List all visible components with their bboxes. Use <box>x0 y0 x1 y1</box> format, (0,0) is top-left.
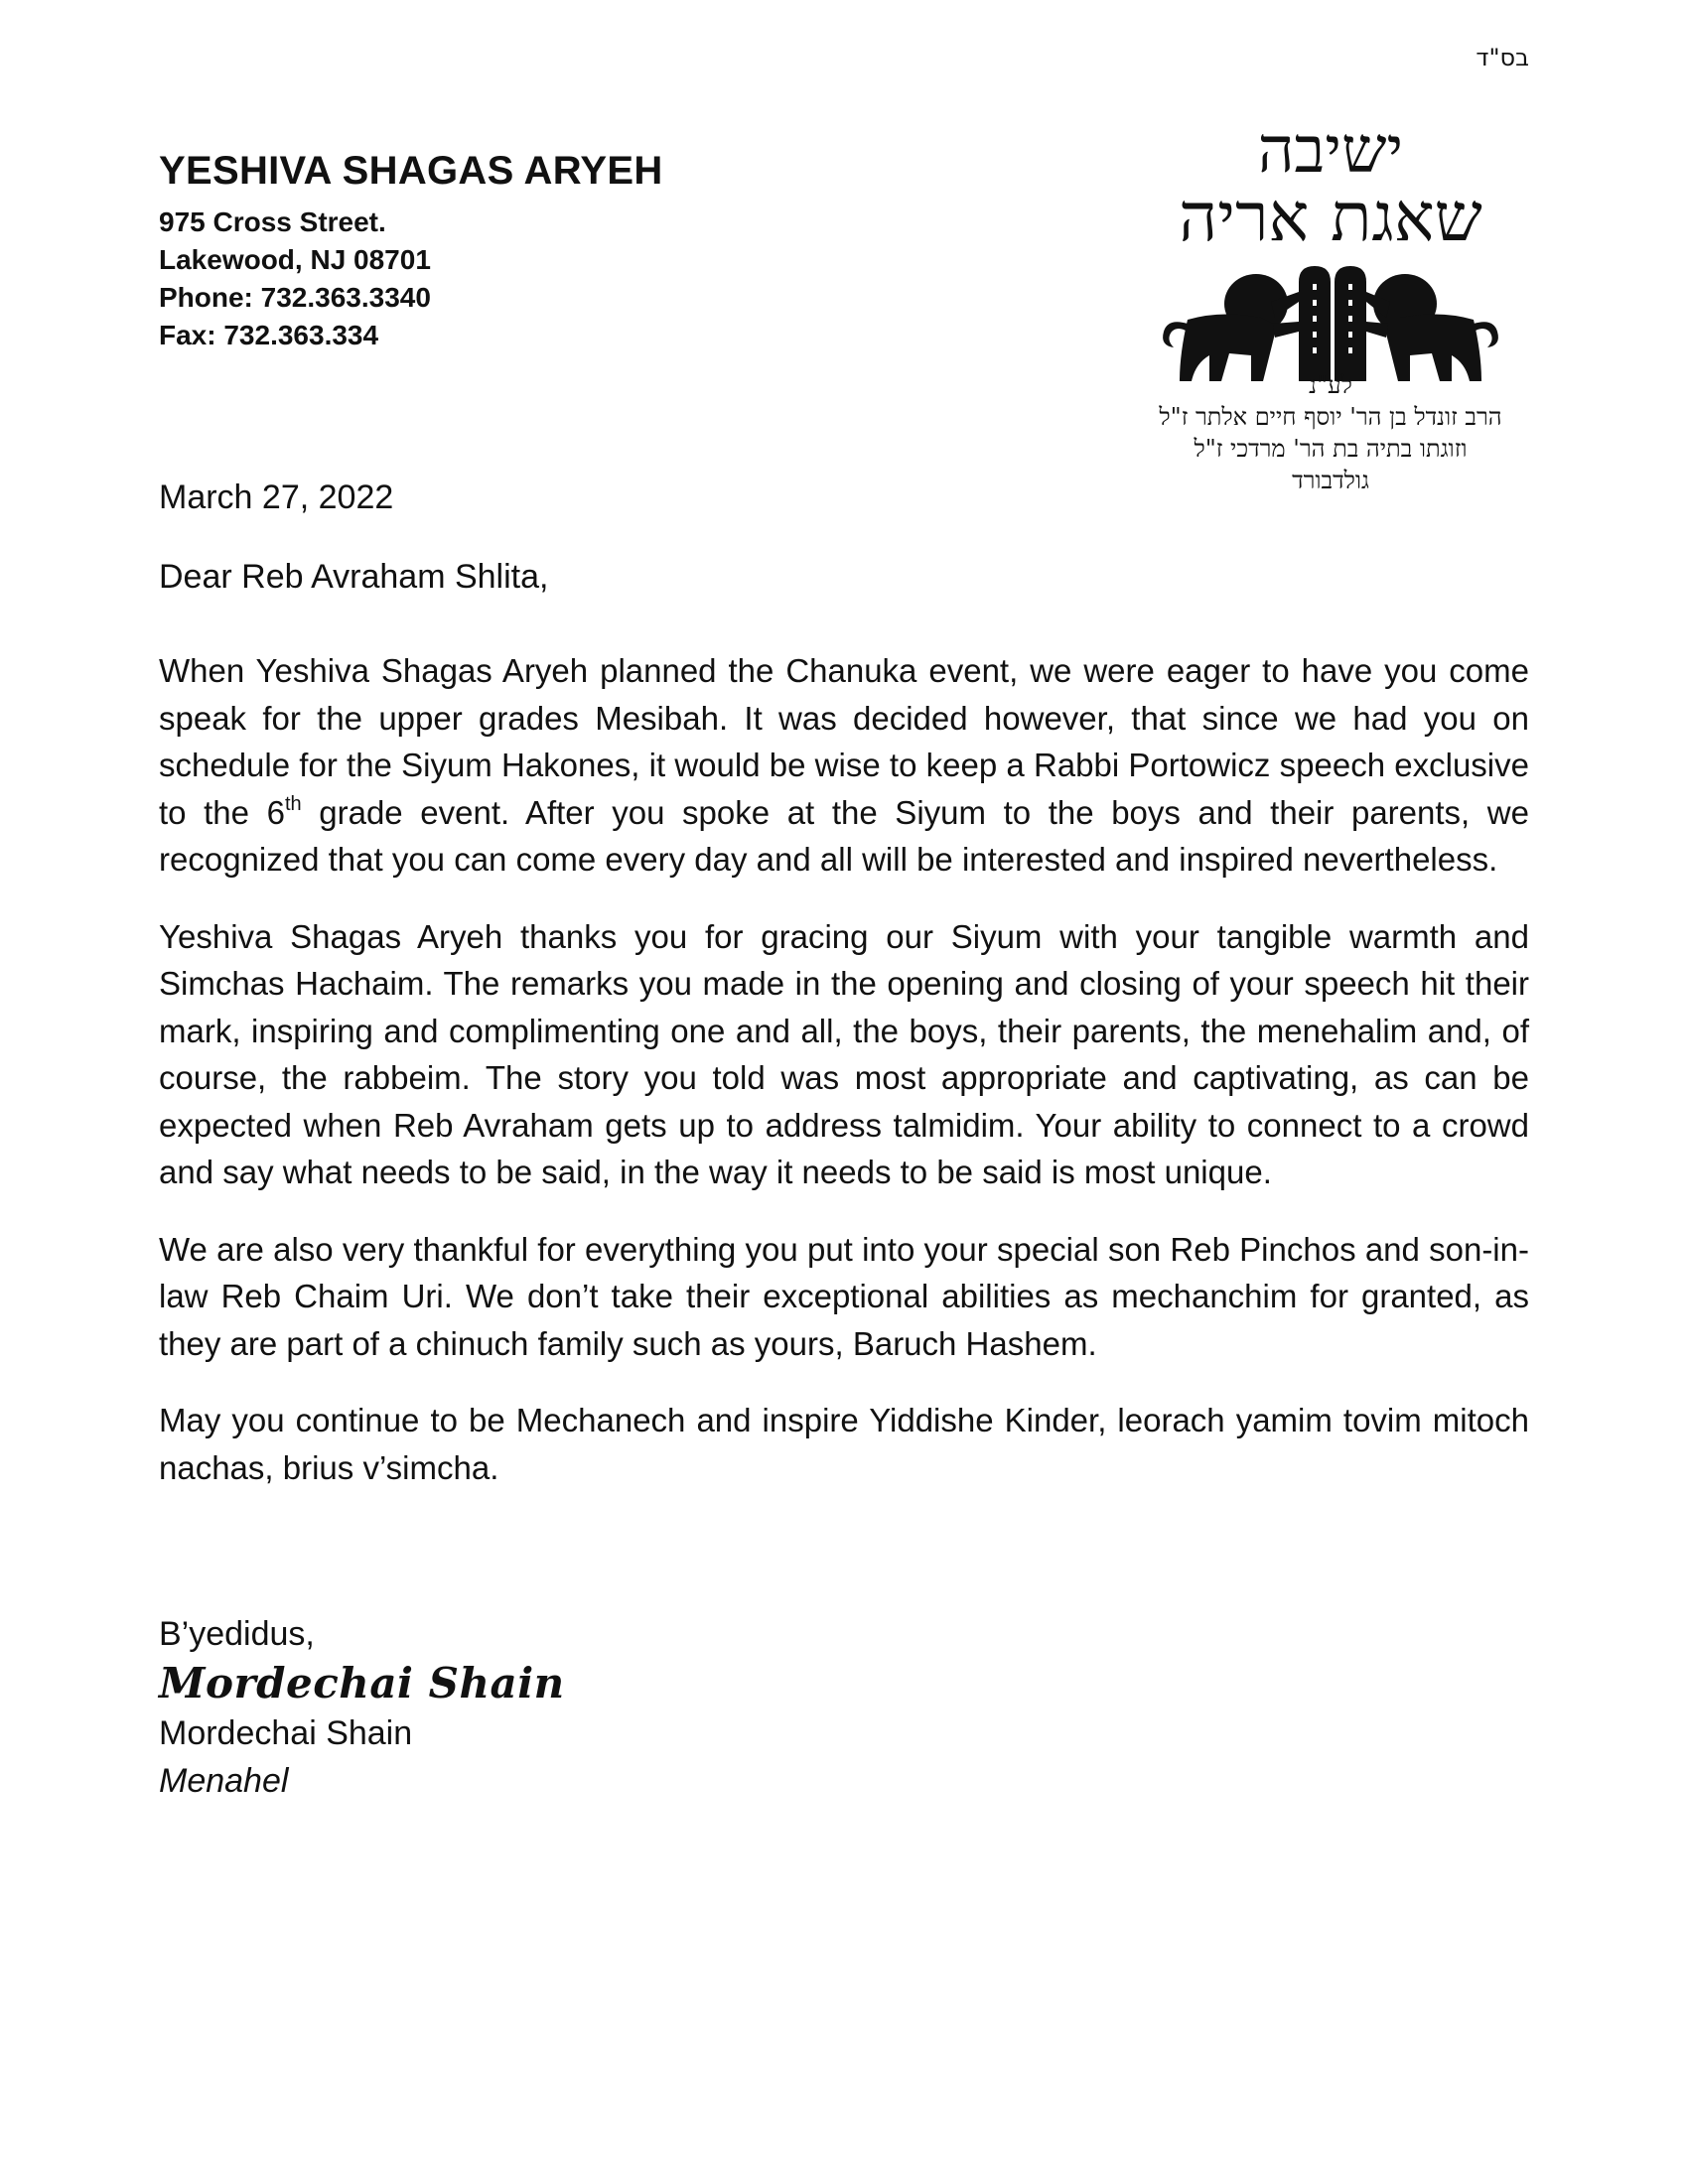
address-street: 975 Cross Street. <box>159 206 386 237</box>
ordinal-superscript: th <box>284 792 302 815</box>
paragraph-4: May you continue to be Mechanech and inspire Yiddishe Kinder, leorach yamim tovim mitoch nachas, brius v’simcha. <box>159 1402 1529 1486</box>
paragraph-1 <box>159 647 1529 884</box>
yeshiva-logo <box>1092 114 1569 386</box>
memorial-line-2: הרב זונדל בן הר' יוסף חיים אלתר ז"ל <box>1159 403 1502 431</box>
letter-date: March 27, 2022 <box>159 478 394 516</box>
phone-number: Phone: 732.363.3340 <box>159 282 431 313</box>
memorial-line-1: לע"נ <box>1309 371 1352 399</box>
memorial-line-4: גולדבורד <box>1292 467 1369 494</box>
letter-closing <box>159 1610 565 1805</box>
lions-and-tablets-icon <box>1152 262 1509 386</box>
letter-body <box>159 647 1529 1521</box>
bsd-header: בס"ד <box>1476 44 1529 71</box>
signer-title: Menahel <box>159 1762 289 1800</box>
fax-number: Fax: 732.363.334 <box>159 320 379 350</box>
memorial-dedication <box>1082 369 1579 496</box>
paragraph-1-part-b: grade event. After you spoke at the Siyum to the boys and their parents, we recognized that you can come every day and all will be interested and inspired nevertheless. <box>159 793 1529 878</box>
memorial-line-3: וזוגתו בתיה בת הר' מרדכי ז"ל <box>1194 435 1468 463</box>
paragraph-3: We are also very thankful for everything you put into your special son Reb Pinchos and son-in-law Reb Chaim Uri. We don’t take their exceptional abilities as mechanchim for granted, as they are part of a chinuch family such as yours, Baruch Hashem. <box>159 1230 1529 1362</box>
organization-block <box>159 149 663 354</box>
logo-hebrew-line-2: שאגת אריה <box>1179 179 1482 257</box>
paragraph-2: Yeshiva Shagas Aryeh thanks you for gracing our Siyum with your tangible warmth and Simchas Hachaim. The remarks you made in the opening and closing of your speech hit their mark, inspiring and complimenting one and all, the boys, their parents, the menehalim and, of course, the rabbeim. The story you told was most appropriate and captivating, as can be expected when Reb Avraham gets up to address talmidim. Your ability to connect to a crowd and say what needs to be said, in the way it needs to be said is most unique. <box>159 917 1529 1190</box>
paragraph-1-part-a: When Yeshiva Shagas Aryeh planned the Chanuka event, we were eager to have you come speak for the upper grades Mesibah. It was decided however, that since we had you on schedule for the Siyum Hakones, it would be wise to keep a Rabbi Portowicz speech exclusive to the 6 <box>159 652 1529 831</box>
valediction: B’yedidus, <box>159 1615 315 1653</box>
organization-name: YESHIVA SHAGAS ARYEH <box>159 149 663 193</box>
logo-hebrew-line-1: ישיבה <box>1257 114 1404 188</box>
address-city: Lakewood, NJ 08701 <box>159 244 431 275</box>
handwritten-signature: Mordechai Shain <box>159 1659 565 1707</box>
salutation: Dear Reb Avraham Shlita, <box>159 558 549 596</box>
signer-name: Mordechai Shain <box>159 1714 413 1752</box>
